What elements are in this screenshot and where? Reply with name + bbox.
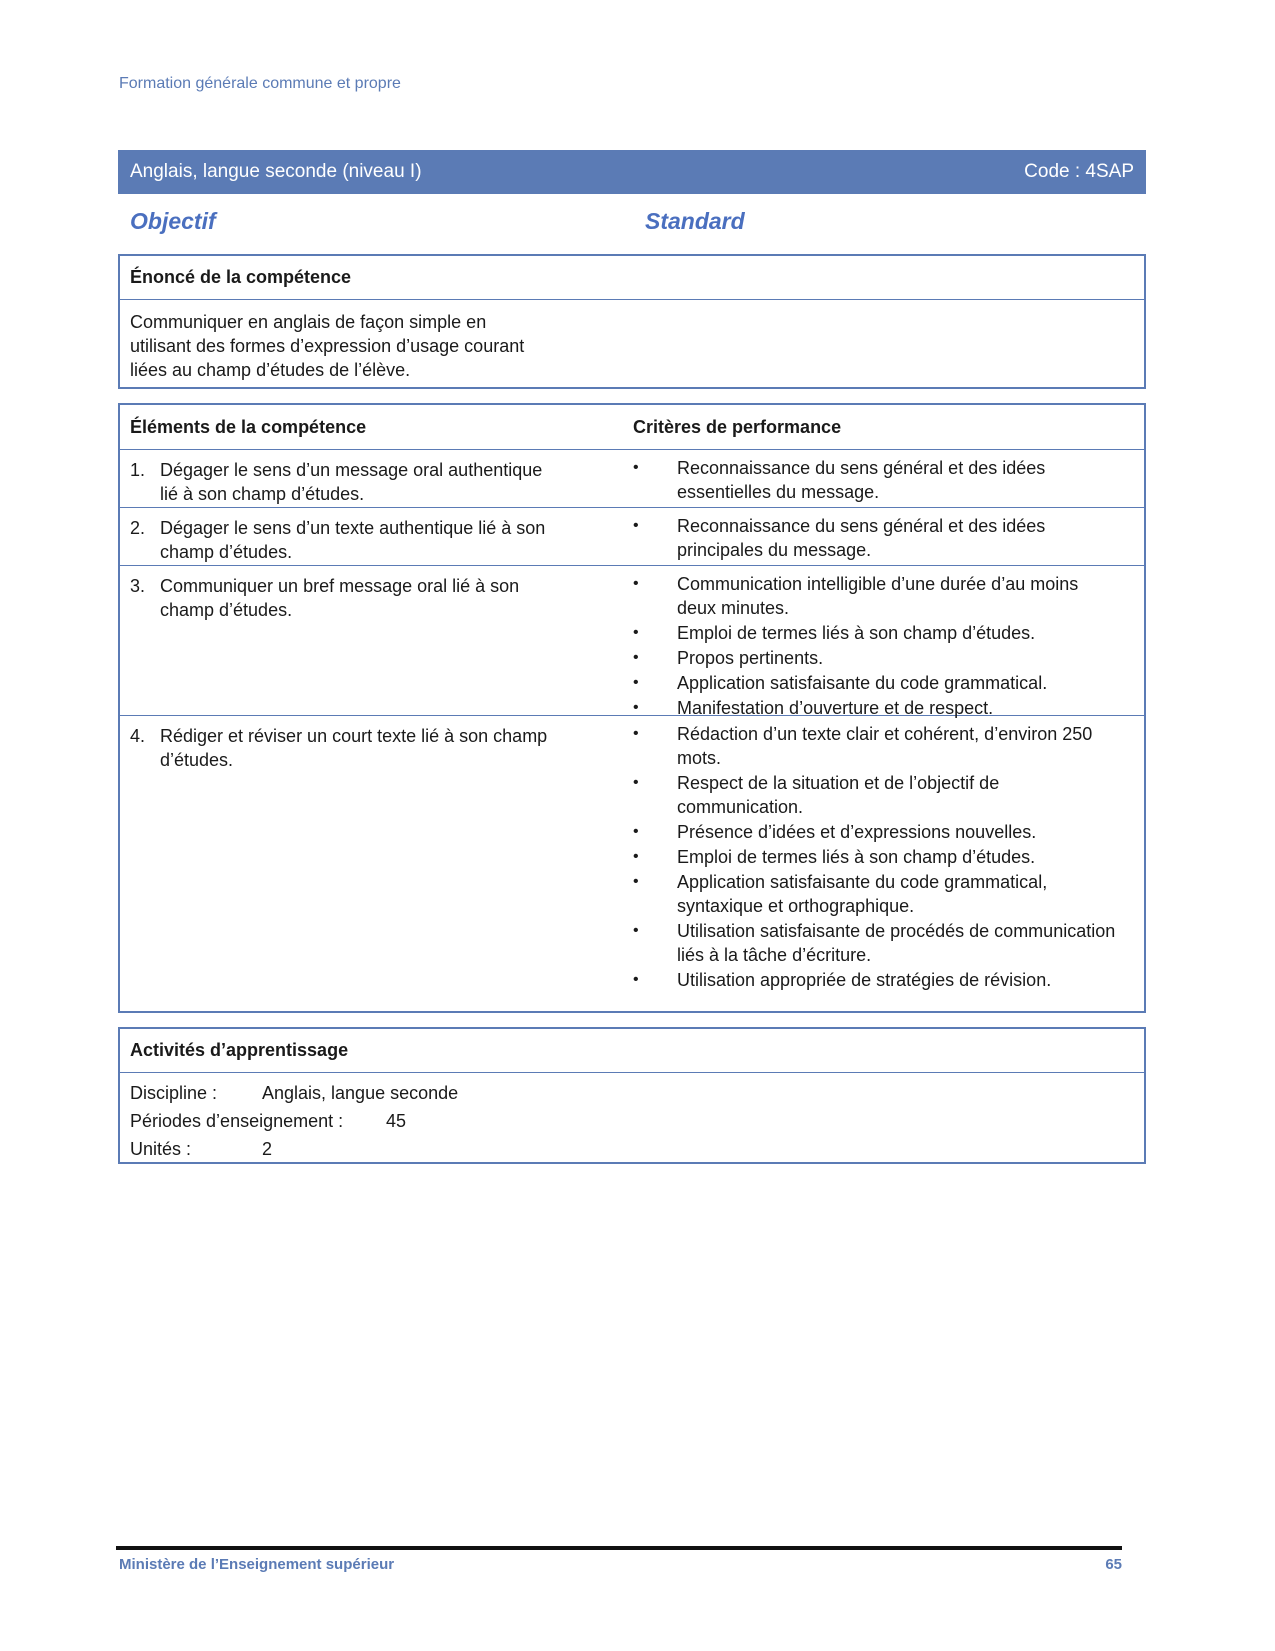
enonce-text: Communiquer en anglais de façon simple en utilisant des formes d’expression d’usage courant liées au champ d’études de l’élève. (130, 312, 525, 380)
criterion-item (633, 722, 1124, 770)
bullet-icon: • (633, 971, 639, 988)
bullet-icon: • (633, 649, 639, 666)
bullet-icon: • (633, 823, 639, 840)
course-title: Anglais, langue seconde (niveau I) (130, 161, 422, 182)
periodes-label: Périodes d’enseignement : (130, 1111, 344, 1131)
element-text: Dégager le sens d’un texte authentique lié à son champ d’études. (160, 518, 546, 562)
enonce-box (118, 254, 1146, 389)
unites-line (130, 1135, 1134, 1163)
periodes-line (130, 1107, 1134, 1135)
competence-row (120, 566, 1144, 716)
criterion-text: Propos pertinents. (677, 648, 824, 668)
activites-heading: Activités d’apprentissage (120, 1029, 1144, 1073)
discipline-line (130, 1079, 1134, 1107)
criterion-text: Utilisation satisfaisante de procédés de communication liés à la tâche d’écriture. (677, 921, 1116, 965)
bullet-icon: • (633, 725, 639, 742)
criteria-cell (633, 508, 1144, 565)
criterion-item (633, 456, 1124, 504)
bullet-icon: • (633, 873, 639, 890)
running-head: Formation générale commune et propre (119, 75, 401, 92)
elements-column-header: Éléments de la compétence (130, 416, 367, 437)
competence-rows (120, 450, 1144, 990)
criteres-column-header: Critères de performance (633, 416, 842, 437)
element-cell (120, 566, 633, 715)
criterion-text: Respect de la situation et de l’objectif de communication. (677, 773, 1000, 817)
criterion-text: Présence d’idées et d’expressions nouvelles. (677, 822, 1037, 842)
criterion-text: Emploi de termes liés à son champ d’études. (677, 847, 1036, 867)
criterion-item (633, 919, 1124, 967)
competence-row (120, 716, 1144, 990)
element-cell (120, 508, 633, 565)
discipline-label: Discipline : (130, 1083, 218, 1103)
element-text: Communiquer un bref message oral lié à son champ d’études. (160, 576, 520, 620)
bullet-icon: • (633, 774, 639, 791)
activites-box (118, 1027, 1146, 1164)
bullet-icon: • (633, 848, 639, 865)
element-cell (120, 450, 633, 507)
bullet-icon: • (633, 674, 639, 691)
competence-table (118, 403, 1146, 1013)
criterion-text: Reconnaissance du sens général et des idées essentielles du message. (677, 458, 1046, 502)
enonce-heading: Énoncé de la compétence (120, 256, 1144, 300)
unites-value: 2 (262, 1139, 273, 1159)
criterion-text: Utilisation appropriée de stratégies de révision. (677, 970, 1052, 990)
unites-label: Unités : (130, 1139, 192, 1159)
criterion-item (633, 845, 1124, 869)
criterion-text: Manifestation d’ouverture et de respect. (677, 698, 994, 718)
criterion-item (633, 646, 1124, 670)
bullet-icon: • (633, 922, 639, 939)
criteria-cell (633, 450, 1144, 507)
criterion-text: Application satisfaisante du code grammatical. (677, 673, 1048, 693)
page-number: 65 (1105, 1556, 1122, 1573)
course-code: Code : 4SAP (1024, 161, 1134, 182)
element-number: 4. (130, 726, 146, 746)
page-footer (119, 1556, 1122, 1573)
criterion-item (633, 771, 1124, 819)
criterion-item (633, 870, 1124, 918)
activites-body (120, 1073, 1144, 1163)
element-cell (120, 716, 633, 978)
criterion-text: Reconnaissance du sens général et des idées principales du message. (677, 516, 1046, 560)
bullet-icon: • (633, 699, 639, 716)
element-text: Dégager le sens d’un message oral authentique lié à son champ d’études. (160, 460, 543, 504)
criterion-text: Emploi de termes liés à son champ d’études. (677, 623, 1036, 643)
bullet-icon: • (633, 624, 639, 641)
competence-table-header (120, 405, 1144, 450)
competence-row (120, 508, 1144, 566)
discipline-value: Anglais, langue seconde (262, 1083, 459, 1103)
criteria-cell (633, 566, 1144, 718)
bullet-icon: • (633, 517, 639, 534)
criterion-item (633, 671, 1124, 695)
element-number: 3. (130, 576, 146, 596)
objectif-heading: Objectif (130, 208, 216, 234)
footer-ministry: Ministère de l’Enseignement supérieur (119, 1556, 395, 1573)
periodes-value: 45 (386, 1111, 407, 1131)
standard-heading: Standard (645, 208, 745, 234)
criterion-item (633, 621, 1124, 645)
bullet-icon: • (633, 459, 639, 476)
course-title-bar (118, 150, 1146, 194)
criterion-text: Rédaction d’un texte clair et cohérent, d’environ 250 mots. (677, 724, 1093, 768)
element-number: 1. (130, 460, 146, 480)
bullet-icon: • (633, 575, 639, 592)
criterion-item (633, 514, 1124, 562)
criterion-text: Communication intelligible d’une durée d’au moins deux minutes. (677, 574, 1079, 618)
criterion-text: Application satisfaisante du code grammatical, syntaxique et orthographique. (677, 872, 1048, 916)
competence-row (120, 450, 1144, 508)
element-text: Rédiger et réviser un court texte lié à son champ d’études. (160, 726, 548, 770)
element-number: 2. (130, 518, 146, 538)
criterion-item (633, 572, 1124, 620)
criteria-cell (633, 716, 1144, 990)
criterion-item (633, 968, 1124, 992)
criterion-item (633, 820, 1124, 844)
footer-rule (116, 1546, 1122, 1550)
